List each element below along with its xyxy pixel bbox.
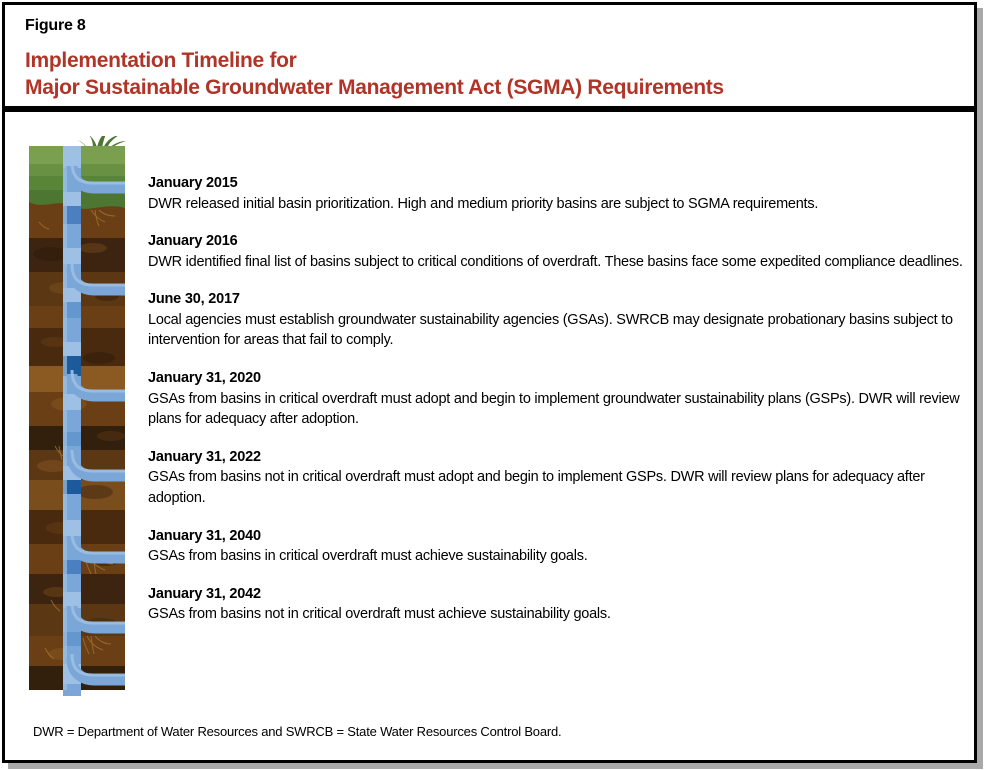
figure-footnote: DWR = Department of Water Resources and SWRCB = State Water Resources Control Board. <box>33 724 562 739</box>
list-item <box>148 447 966 509</box>
header-divider-rule <box>5 106 974 112</box>
timeline-entry-description: Local agencies must establish groundwater sustainability agencies (GSAs). SWRCB may designate probationary basins subject to intervention for areas that fail to comply. <box>148 311 953 349</box>
pipe-bottom-stub <box>63 690 81 696</box>
list-item <box>148 526 966 567</box>
timeline-entry-date: January 31, 2022 <box>148 448 261 465</box>
timeline-entry-date: January 31, 2020 <box>148 370 261 387</box>
figure-title-line-2: Major Sustainable Groundwater Management Act (SGMA) Requirements <box>25 75 724 99</box>
soil-cross-section-svg <box>25 136 129 696</box>
timeline-entry-description: GSAs from basins in critical overdraft must adopt and begin to implement groundwater sustainability plans (GSPs). DWR will review plans for adequacy after adoption. <box>148 390 960 428</box>
timeline-entry-date: January 31, 2042 <box>148 585 261 602</box>
timeline-entry-date: January 2016 <box>148 233 238 250</box>
timeline-list <box>148 173 966 625</box>
timeline-entry-description: GSAs from basins not in critical overdraft must achieve sustainability goals. <box>148 606 611 623</box>
list-item <box>148 368 966 430</box>
list-item <box>148 584 966 625</box>
list-item <box>148 289 966 351</box>
timeline-entry-date: January 2015 <box>148 175 238 191</box>
figure-header <box>5 5 974 102</box>
page-title <box>25 48 954 102</box>
figure-label: Figure 8 <box>25 17 86 34</box>
timeline-entry-date: June 30, 2017 <box>148 291 240 308</box>
timeline-entry-description: GSAs from basins not in critical overdraft must adopt and begin to implement GSPs. DWR will review plans for adequacy after adoption. <box>148 469 925 506</box>
list-item <box>148 173 966 214</box>
timeline-entry-date: January 31, 2040 <box>148 527 261 544</box>
list-item <box>148 231 966 272</box>
figure-title-line-1: Implementation Timeline for <box>25 49 297 72</box>
figure-frame <box>2 2 977 763</box>
timeline-entry-description: DWR identified final list of basins subject to critical conditions of overdraft. These basins face some expedited compliance deadlines. <box>148 253 963 270</box>
timeline-entry-description: DWR released initial basin prioritization. High and medium priority basins are subject to SGMA requirements. <box>148 195 819 212</box>
groundwater-well-cross-section-illustration <box>25 136 129 696</box>
timeline-entry-description: GSAs from basins in critical overdraft must achieve sustainability goals. <box>148 548 588 565</box>
